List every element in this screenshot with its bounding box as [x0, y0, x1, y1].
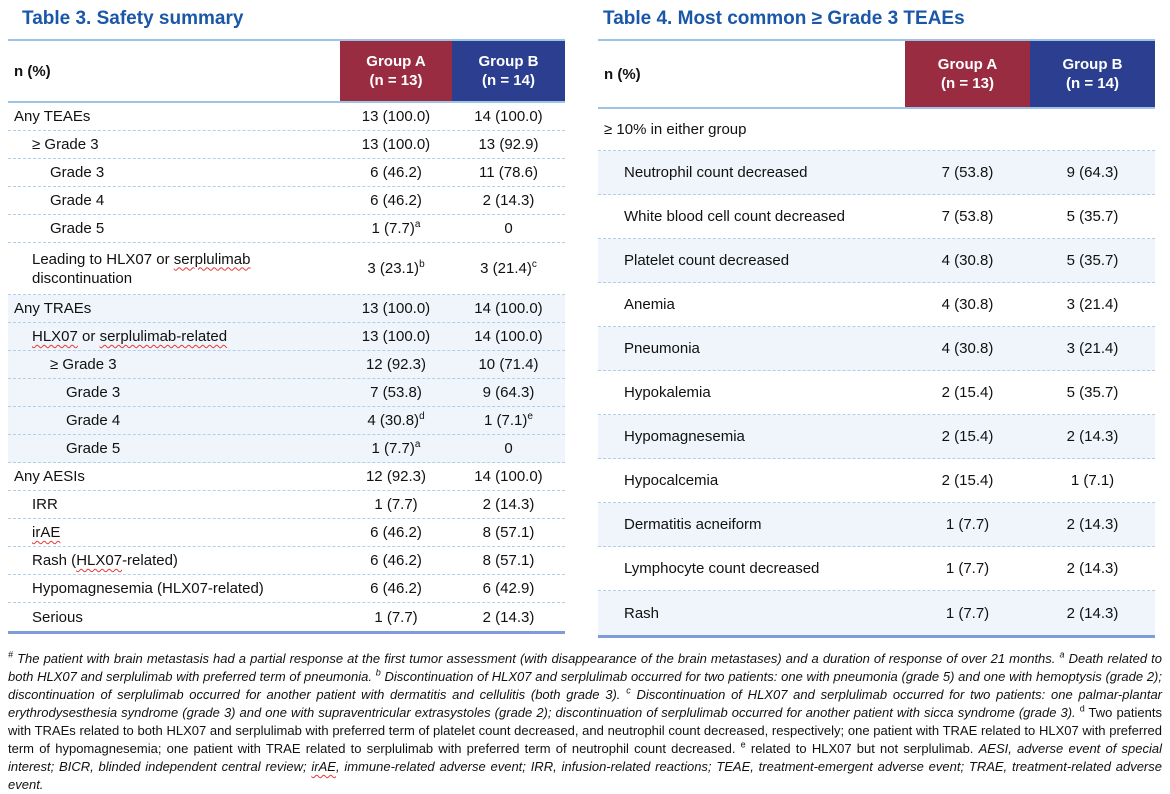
- group-b-n: (n = 14): [1066, 75, 1119, 92]
- group-b-name: Group B: [1062, 56, 1123, 73]
- value-group-b: 13 (92.9): [478, 136, 539, 153]
- group-a-name: Group A: [366, 53, 426, 70]
- table-row: [8, 243, 565, 295]
- footnote-segment: $^d$ Two patients with TRAEs related to both HLX07 and serplulimab with preferred term of platelet count decreased, and neutrophil count decreased, respectively; one patient with TRAE related to HLX07 with preferred term of hypomagnesemia; one patient with TRAE related to serplulimab with preferred term of neutrophil count decreased. $^e$ related to HLX07 but not serplulimab.: [8, 703, 1162, 756]
- row-label: Any TEAEs: [14, 108, 91, 125]
- row-label: Neutrophil count decreased: [624, 164, 808, 181]
- table4-title: Table 4. Most common ≥ Grade 3 TEAEs: [603, 8, 965, 29]
- row-label: Lymphocyte count decreased: [624, 560, 820, 577]
- value-group-b: 5 (35.7): [1066, 252, 1119, 269]
- value-group-a: 1 (7.7): [945, 604, 990, 622]
- table-row: [8, 463, 565, 491]
- table-row: [8, 187, 565, 215]
- value-group-b: 5 (35.7): [1066, 384, 1119, 401]
- grade3-teae-column: [598, 6, 1155, 638]
- row-label: HLX07 or serplulimab-related: [32, 328, 228, 345]
- value-group-a: 13 (100.0): [361, 108, 431, 125]
- row-label: ≥ Grade 3: [32, 136, 99, 153]
- value-group-a: 3 $(23.1)^b$: [367, 259, 425, 277]
- value-group-b: 8 (57.1): [482, 552, 535, 569]
- table3-title: Table 3. Safety summary: [22, 8, 244, 29]
- row-label: Serious: [32, 608, 83, 626]
- table-row: [598, 415, 1155, 459]
- value-group-b: 2 (14.3): [482, 192, 535, 209]
- value-group-a: 13 (100.0): [361, 136, 431, 153]
- row-label: Grade 5: [50, 220, 105, 237]
- value-group-b: 6 (42.9): [482, 580, 535, 597]
- table-row: [598, 283, 1155, 327]
- table-row: [8, 295, 565, 323]
- value-group-b: 2 (14.3): [1066, 604, 1119, 622]
- value-group-b: 11 (78.6): [479, 164, 538, 181]
- table3: [8, 39, 565, 634]
- value-group-b: 9 (64.3): [1066, 164, 1119, 181]
- table3-header-n-pct: n (%): [14, 62, 51, 80]
- row-label: Grade 5: [66, 440, 121, 457]
- value-group-a: 6 (46.2): [370, 164, 422, 181]
- table-row: [8, 379, 565, 407]
- table4: [598, 39, 1155, 638]
- table-row: [598, 547, 1155, 591]
- row-label: Rash: [624, 604, 660, 622]
- row-label: Hypocalcemia: [624, 472, 719, 489]
- spellcheck-underline: serplulimab: [173, 250, 251, 268]
- value-group-b: 8 (57.1): [482, 524, 535, 541]
- value-group-a: 7 (53.8): [941, 164, 994, 181]
- table-row: [8, 491, 565, 519]
- row-label: Rash (HLX07-related): [32, 552, 178, 569]
- row-label: Hypomagnesemia (HLX07-related): [32, 580, 264, 597]
- group-b-name: Group B: [478, 53, 539, 70]
- value-group-b: 2 (14.3): [1066, 428, 1119, 445]
- footnote: [8, 650, 1162, 794]
- table-row: [598, 195, 1155, 239]
- table-row: [8, 435, 565, 463]
- table4-body: [598, 109, 1155, 635]
- table-row: [8, 603, 565, 631]
- table-row: [8, 407, 565, 435]
- value-group-a: 2 (15.4): [941, 472, 994, 489]
- value-group-b: 3 (21.4): [1066, 340, 1119, 357]
- row-label: IRR: [32, 496, 58, 513]
- spellcheck-underline: irAE: [32, 524, 61, 541]
- value-group-b: 0: [504, 440, 513, 457]
- table-row: [8, 323, 565, 351]
- value-group-a: 1 (7.7): [945, 560, 990, 577]
- row-label: Pneumonia: [624, 340, 700, 357]
- value-group-a: 7 (53.8): [941, 208, 994, 225]
- value-group-a: 6 (46.2): [370, 524, 422, 541]
- value-group-a: 2 (15.4): [941, 384, 994, 401]
- row-label: Grade 3: [66, 384, 121, 401]
- value-group-a: 1 $(7.7)^a$: [371, 219, 421, 237]
- footnote-segment: # The patient with brain metastasis had a partial response at the first tumor assessment (with disappearance of the brain metastases) and a duration of response of over 21 months. $^a$ Death related to both HLX07 and serplulimab with preferred term of pneumonia. $^b$ Discontinuation of HLX07 and serplulimab occurred for two patients: one with pneumonia (grade 5) and one with hemoptysis (grade 2); discontinuation of serplulimab occurred for another patient with dermatitis and cellulitis (both grade 3). $^c$ Discontinuation of HLX07 and serplulimab occurred for two patients: one palmar-plantar erythrodysesthesia syndrome (grade 3) and one with supraventricular extrasystoles (grade 2); discontinuation of serplulimab occurred for another patient with sicca syndrome (grade 3).: [8, 649, 1163, 720]
- table-row: [8, 351, 565, 379]
- value-group-a: 6 (46.2): [370, 580, 422, 597]
- row-label: Hypomagnesemia: [624, 428, 745, 445]
- row-label: Any AESIs: [14, 468, 85, 485]
- value-group-a: 6 (46.2): [370, 552, 422, 569]
- row-label: Dermatitis acneiform: [624, 516, 762, 533]
- value-group-a: 1 $(7.7)^a$: [371, 439, 421, 457]
- value-group-a: 4 (30.8): [941, 296, 994, 313]
- value-group-b: 1 (7.1): [1070, 472, 1115, 489]
- table4-header-row: [598, 41, 1155, 109]
- group-a-n: (n = 13): [369, 72, 423, 89]
- value-group-a: 4 $(30.8)^d$: [367, 411, 425, 429]
- value-group-b: 9 (64.3): [482, 384, 535, 401]
- table-row: [8, 519, 565, 547]
- value-group-b: 14 (100.0): [474, 468, 543, 485]
- row-label: [8, 523, 340, 542]
- value-group-b: 0: [504, 220, 513, 237]
- value-group-a: 6 (46.2): [370, 192, 422, 209]
- table-row: [598, 239, 1155, 283]
- value-group-a: 4 (30.8): [941, 340, 994, 357]
- value-group-a: 4 (30.8): [941, 252, 994, 269]
- group-a-n: (n = 13): [941, 75, 994, 92]
- value-group-b: 10 (71.4): [478, 356, 539, 373]
- spellcheck-underline: irAE: [311, 759, 336, 774]
- tables-container: [8, 6, 1162, 638]
- value-group-b: 5 (35.7): [1066, 208, 1119, 225]
- table-row: [8, 215, 565, 243]
- table-row: [598, 459, 1155, 503]
- table-row: [598, 151, 1155, 195]
- row-label: Leading to HLX07 or serplulimab discontinuation: [32, 250, 251, 287]
- table3-group-a-header: [340, 41, 452, 101]
- table-row: [8, 547, 565, 575]
- value-group-b: 2 (14.3): [482, 608, 535, 626]
- table4-group-a-header: [905, 41, 1030, 107]
- table-row: [8, 103, 565, 131]
- table4-header-n-pct: n (%): [604, 65, 641, 83]
- row-label: White blood cell count decreased: [624, 208, 845, 225]
- table-row: [8, 131, 565, 159]
- value-group-a: 1 (7.7): [945, 516, 990, 533]
- row-label: Grade 4: [50, 192, 105, 209]
- value-group-b: 3 (21.4): [1066, 296, 1119, 313]
- row-label: Grade 4: [66, 412, 121, 429]
- table3-header-row: [8, 41, 565, 103]
- value-group-a: 13 (100.0): [361, 300, 431, 317]
- spellcheck-underline: serplulimab-related: [99, 328, 228, 345]
- value-group-a: 12 (92.3): [365, 468, 427, 485]
- row-label: ≥ Grade 3: [50, 356, 117, 373]
- footnote-segment: AESI, adverse event of special interest; BICR, blinded independent central review; irAE, immune-related adverse event; IRR, infusion-related reactions; TEAE, treatment-emergent adverse event; TRAE, treatment-related adverse event.: [8, 741, 1162, 792]
- row-label: Anemia: [624, 296, 675, 313]
- safety-summary-column: [8, 6, 565, 634]
- value-group-b: 3 $(21.4)^c$: [480, 259, 537, 277]
- table-row: [8, 159, 565, 187]
- value-group-a: 2 (15.4): [941, 428, 994, 445]
- value-group-b: 2 (14.3): [1066, 560, 1119, 577]
- value-group-b: 2 (14.3): [1066, 516, 1119, 533]
- row-label: Grade 3: [50, 164, 105, 181]
- row-label: Hypokalemia: [624, 384, 711, 401]
- row-label: Platelet count decreased: [624, 252, 790, 269]
- row-label: Any TRAEs: [14, 300, 92, 317]
- table-row: [8, 575, 565, 603]
- section-row: [598, 109, 1155, 151]
- value-group-b: 2 (14.3): [482, 496, 535, 513]
- group-a-name: Group A: [937, 56, 998, 73]
- row-label: ≥ 10% in either group: [604, 121, 747, 138]
- value-group-b: 14 (100.0): [474, 328, 543, 345]
- table-row: [598, 327, 1155, 371]
- value-group-a: 7 (53.8): [370, 384, 422, 401]
- value-group-a: 13 (100.0): [361, 328, 431, 345]
- value-group-a: 12 (92.3): [365, 356, 427, 373]
- table3-body: [8, 103, 565, 631]
- spellcheck-underline: HLX07: [32, 328, 78, 345]
- value-group-a: 1 (7.7): [374, 496, 418, 513]
- table3-group-b-header: [452, 41, 565, 101]
- table-row: [598, 503, 1155, 547]
- value-group-a: 1 (7.7): [374, 608, 418, 626]
- spellcheck-underline: HLX07: [76, 552, 123, 569]
- group-b-n: (n = 14): [482, 72, 535, 89]
- value-group-b: 1 $(7.1)^e$: [484, 411, 533, 429]
- value-group-b: 14 (100.0): [474, 108, 543, 125]
- value-group-b: 14 (100.0): [474, 300, 543, 317]
- table-row: [598, 591, 1155, 635]
- table4-group-b-header: [1030, 41, 1155, 107]
- table-row: [598, 371, 1155, 415]
